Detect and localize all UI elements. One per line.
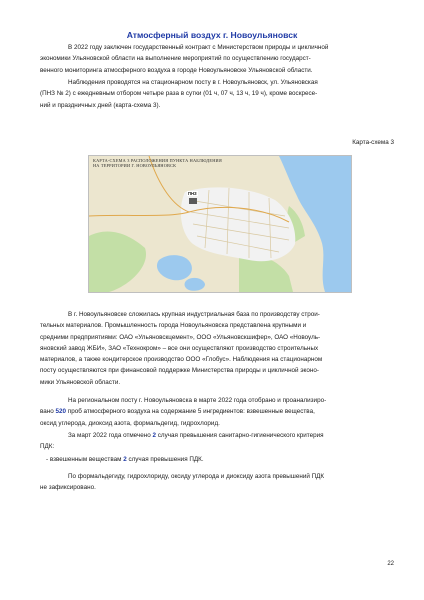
text-fragment: случая превышения санитарно-гигиенического критерия bbox=[156, 432, 324, 439]
text-line: На региональном посту г. Новоульяновска в марте 2022 года отобрано и проанализиро- bbox=[68, 397, 327, 404]
text-line: ПДК: bbox=[40, 443, 55, 451]
text-line: оксид углерода, диоксид азота, формальдегид, гидрохлорид. bbox=[40, 419, 220, 427]
text-line: посту осуществляются при финансовой поддержке Министерства природы и цикличной эконо- bbox=[40, 367, 319, 375]
samples-paragraph bbox=[40, 395, 394, 429]
text-line: не зафиксировано. bbox=[40, 484, 96, 492]
page-title: Атмосферный воздух г. Новоульяновск bbox=[126, 30, 298, 40]
text-line: ний и праздничных дней (карта-схема 3). bbox=[40, 101, 161, 109]
suspended-matter-line bbox=[40, 454, 394, 465]
text-line bbox=[40, 406, 394, 417]
text-fragment: - взвешенным веществам bbox=[46, 456, 124, 463]
text-line: В г. Новоульяновске сложилась крупная индустриальная база по производству строи- bbox=[68, 311, 320, 318]
text-line bbox=[40, 454, 394, 465]
intro-paragraph-contract bbox=[40, 42, 394, 76]
text-line: яновский завод ЖБИ», ЗАО «Технокром» – все они осуществляют производство строительных bbox=[40, 344, 319, 352]
intro-paragraph-observations bbox=[40, 77, 394, 111]
map-image bbox=[89, 156, 351, 292]
no-exceedance-paragraph bbox=[40, 471, 394, 494]
map-caption: Карта-схема 3 bbox=[352, 139, 394, 146]
text-fragment: случая превышения ПДК. bbox=[126, 456, 204, 463]
map-title-line: КАРТА-СХЕМА 3 РАСПОЛОЖЕНИЯ ПУНКТА НАБЛЮДЕНИЯ bbox=[93, 158, 222, 163]
page-number: 22 bbox=[387, 561, 394, 567]
text-line: По формальдегиду, гидрохлориду, оксиду углерода и диоксиду азота превышений ПДК bbox=[68, 473, 325, 480]
suspended-exceedance-count: 2 bbox=[123, 456, 127, 463]
text-line: материалов, а также кондитерское производство ООО «Глобус». Наблюдения на стационарном bbox=[40, 356, 323, 364]
text-line: экономики Ульяновской области на выполнение мероприятий по осуществлению государст- bbox=[40, 55, 311, 63]
text-line: мики Ульяновской области. bbox=[40, 378, 121, 386]
map-title-line: НА ТЕРРИТОРИИ Г. НОВОУЛЬЯНОВСК bbox=[93, 163, 177, 168]
map-title bbox=[93, 158, 222, 168]
exceedances-paragraph bbox=[40, 430, 394, 453]
text-fragment: вано bbox=[40, 408, 56, 416]
industry-paragraph bbox=[40, 309, 394, 388]
text-fragment: За март 2022 года отмечено bbox=[68, 432, 153, 439]
location-map bbox=[88, 155, 352, 293]
exceedance-count: 2 bbox=[152, 432, 156, 439]
text-line: тельных материалов. Промышленность города Новоульяновска представлена крупными и bbox=[40, 322, 307, 330]
text-line: средними предприятиями: ОАО «Ульяновскцемент», ООО «Ульяновскшифер», ОАО «Новоуль- bbox=[40, 333, 321, 341]
text-line: венного мониторинга атмосферного воздуха в городе Новоульяновске Ульяновской области. bbox=[40, 66, 313, 74]
text-line: Наблюдения проводятся на стационарном посту в г. Новоульяновск, ул. Ульяновская bbox=[68, 79, 318, 86]
text-line: В 2022 году заключен государственный контракт с Министерством природы и цикличной bbox=[68, 44, 329, 51]
text-line: (ПНЗ № 2) с ежедневным отбором четыре раза в сутки (01 ч, 07 ч, 13 ч, 19 ч), кроме воскресе- bbox=[40, 90, 318, 98]
text-line bbox=[40, 430, 394, 441]
post-label: ПНЗ bbox=[188, 191, 197, 196]
text-fragment: проб атмосферного воздуха на содержание 5 ингредиентов: взвешенные вещества, bbox=[66, 408, 315, 416]
post-marker bbox=[189, 198, 197, 204]
samples-count: 520 bbox=[55, 408, 67, 416]
